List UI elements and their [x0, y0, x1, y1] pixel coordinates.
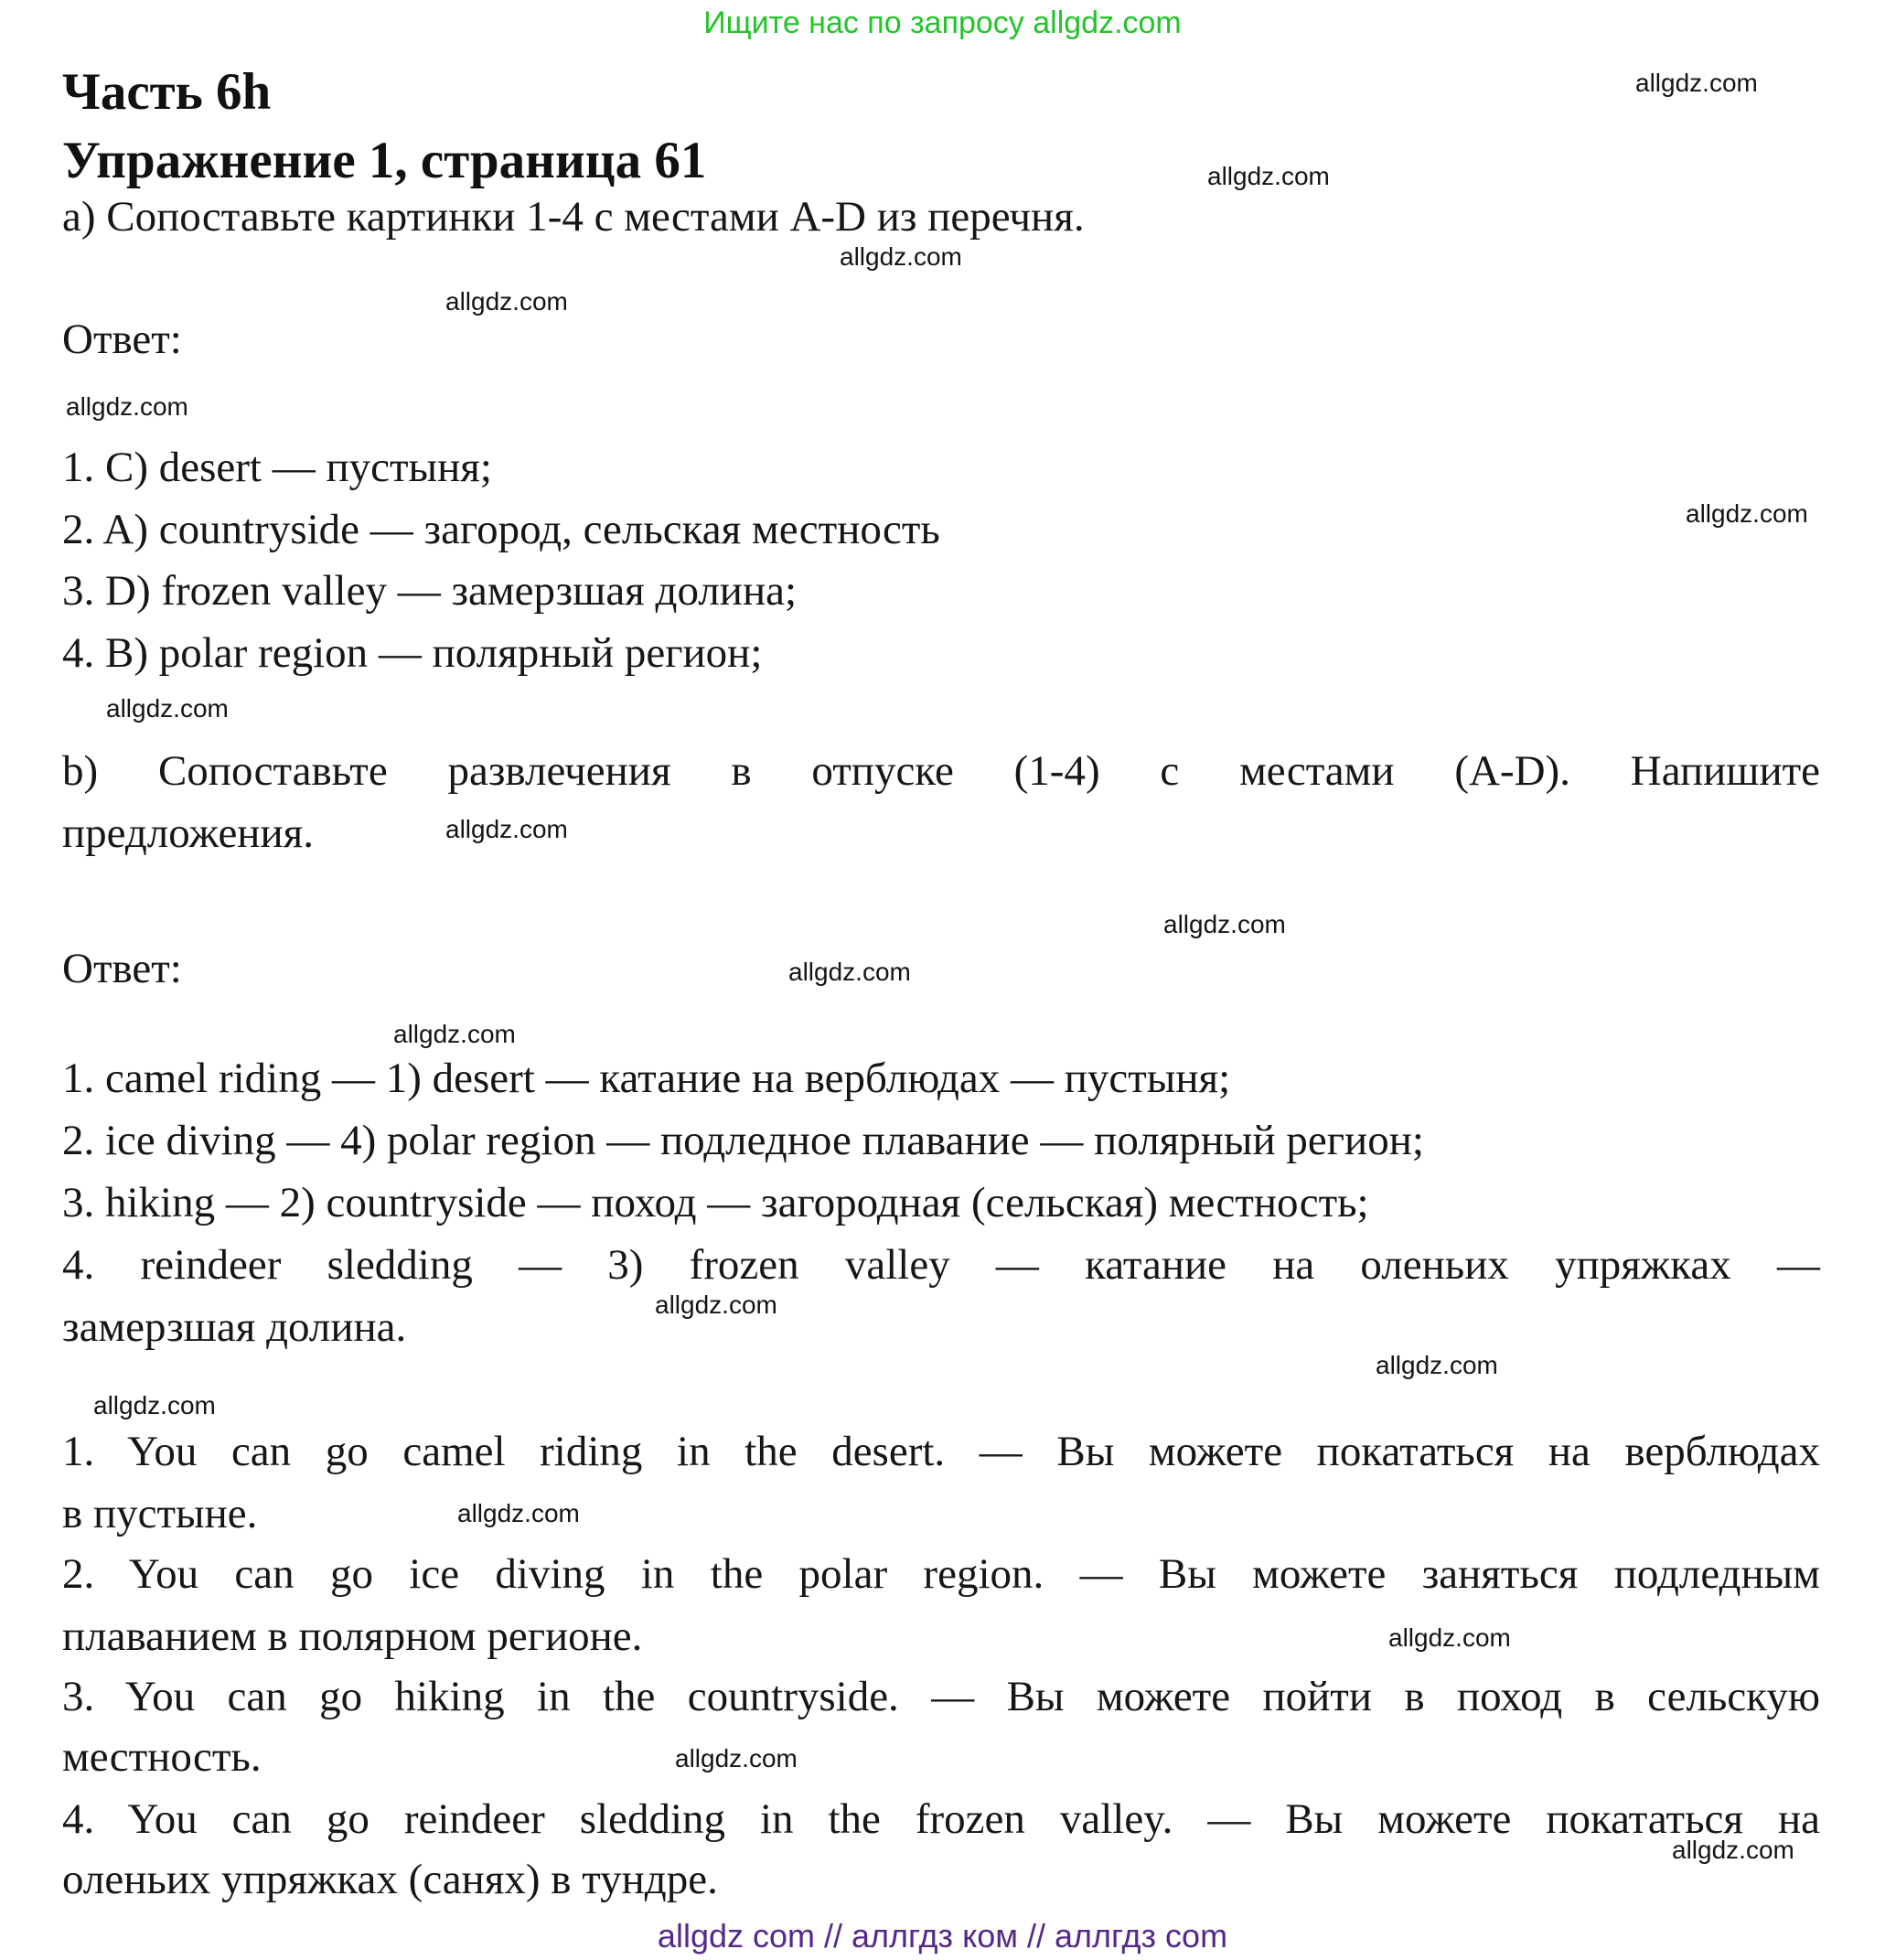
sentence-line: 3. You can go hiking in the countryside. — Вы можете пойти в поход в сельскую — [62, 1673, 1820, 1720]
watermark: allgdz.com — [445, 815, 568, 843]
task-b-text-line1: b) Сопоставьте развлечения в отпуске (1-4) с местами (A-D). Напишите — [62, 747, 1820, 795]
watermark: allgdz.com — [1635, 69, 1758, 97]
watermark: allgdz.com — [66, 392, 188, 421]
watermark: allgdz.com — [840, 242, 962, 271]
answer-a-line: 2. A) countryside — загород, сельская местность — [62, 506, 940, 553]
watermark: allgdz.com — [93, 1391, 216, 1419]
sentence-line: 2. You can go ice diving in the polar region. — Вы можете заняться подледным — [62, 1550, 1820, 1598]
watermark: allgdz.com — [788, 958, 911, 986]
answer-a-line: 1. C) desert — пустыня; — [62, 444, 492, 491]
sentence-line: плаванием в полярном регионе. — [62, 1612, 643, 1660]
sentence-line: оленьих упряжках (санях) в тундре. — [62, 1856, 718, 1903]
match-line: 1. camel riding — 1) desert — катание на верблюдах — пустыня; — [62, 1055, 1231, 1102]
watermark: allgdz.com — [655, 1291, 777, 1319]
watermark: allgdz.com — [1207, 162, 1330, 190]
watermark: allgdz.com — [1388, 1623, 1511, 1652]
promo-banner: Ищите нас по запросу allgdz.com — [703, 5, 1182, 40]
watermark: allgdz.com — [1376, 1351, 1498, 1379]
sentence-line: 4. You can go reindeer sledding in the frozen valley. — Вы можете покататься на — [62, 1795, 1820, 1843]
watermark: allgdz.com — [1163, 910, 1286, 938]
answer-a-line: 4. B) polar region — полярный регион; — [62, 629, 763, 677]
match-line: 3. hiking — 2) countryside — поход — загородная (сельская) местность; — [62, 1179, 1369, 1226]
footer-links: allgdz com // аллгдз ком // аллгдз com — [657, 1917, 1228, 1955]
watermark: allgdz.com — [675, 1744, 798, 1773]
watermark: allgdz.com — [1672, 1836, 1794, 1864]
task-b-text-line2: предложения. — [62, 809, 314, 857]
watermark: allgdz.com — [457, 1499, 580, 1527]
answer-label-b: Ответ: — [62, 945, 182, 992]
match-line: 2. ice diving — 4) polar region — подледное плавание — полярный регион; — [62, 1117, 1424, 1164]
answer-label-a: Ответ: — [62, 316, 182, 363]
sentence-line: 1. You can go camel riding in the desert. — Вы можете покататься на верблюдах — [62, 1428, 1820, 1475]
sentence-line: в пустыне. — [62, 1490, 258, 1537]
watermark: allgdz.com — [106, 694, 229, 723]
match-line: замерзшая долина. — [62, 1303, 407, 1351]
answer-a-line: 3. D) frozen valley — замерзшая долина; — [62, 567, 798, 615]
watermark: allgdz.com — [1686, 499, 1808, 528]
match-line: 4. reindeer sledding — 3) frozen valley — катание на оленьих упряжках — — [62, 1241, 1820, 1289]
watermark: allgdz.com — [393, 1020, 516, 1048]
part-title: Часть 6h — [62, 63, 272, 121]
watermark: allgdz.com — [445, 287, 568, 316]
task-a-text: а) Сопоставьте картинки 1-4 с местами A-D из перечня. — [62, 193, 1085, 241]
exercise-title: Упражнение 1, страница 61 — [62, 132, 707, 189]
sentence-line: местность. — [62, 1733, 262, 1781]
